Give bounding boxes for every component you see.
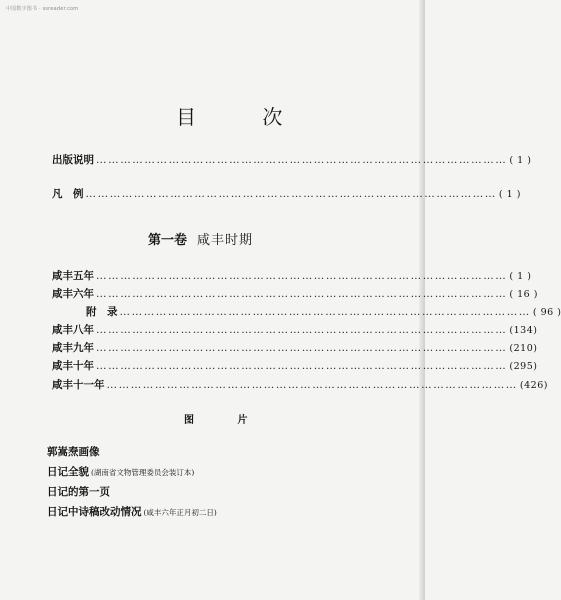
- volume-title: 第一卷: [148, 233, 188, 248]
- toc-entry-label: 咸丰十一年: [52, 379, 105, 391]
- toc-entry-page: ( 1 ): [509, 155, 532, 166]
- picture-label: 日记中诗稿改动情况: [47, 506, 142, 518]
- toc-entry-page: ( 96 ): [532, 307, 561, 318]
- leader-dots: …………………………………………………………………………………………: [96, 324, 508, 336]
- toc-entry-page: ( 1 ): [498, 189, 521, 200]
- picture-label: 日记的第一页: [47, 486, 110, 498]
- picture-note: (湖南省文物管理委员会装订本): [91, 468, 195, 477]
- volume-subtitle: 咸丰时期: [197, 233, 254, 248]
- toc-entry-label: 咸丰六年: [52, 288, 94, 300]
- leader-dots: …………………………………………………………………………………………: [96, 270, 508, 282]
- toc-entry[interactable]: [52, 340, 538, 355]
- volume-heading: [148, 229, 253, 248]
- leader-dots: …………………………………………………………………………………………: [106, 379, 518, 391]
- toc-entry-label: 凡 例: [52, 188, 84, 200]
- toc-entry[interactable]: [52, 377, 548, 392]
- picture-item[interactable]: [47, 464, 194, 479]
- picture-item[interactable]: [47, 504, 217, 519]
- toc-entry-label: 咸丰五年: [52, 270, 94, 282]
- toc-entry-label: 咸丰十年: [52, 360, 94, 372]
- toc-entry-page: ( 1 ): [509, 271, 532, 282]
- toc-entry-page: (426): [519, 380, 548, 391]
- toc-entry[interactable]: [52, 286, 538, 301]
- toc-entry-publication-note[interactable]: [52, 152, 532, 167]
- page-title: 目 次: [176, 105, 313, 129]
- toc-entry-label: 附 录: [86, 306, 118, 318]
- leader-dots: …………………………………………………………………………………………: [96, 342, 508, 354]
- toc-entry-label: 出版说明: [52, 154, 94, 166]
- toc-entry-appendix[interactable]: [86, 304, 561, 319]
- pictures-heading: 图 片: [184, 415, 268, 426]
- leader-dots: …………………………………………………………………………………………: [96, 360, 508, 372]
- toc-entry-label: 咸丰八年: [52, 324, 94, 336]
- picture-item[interactable]: [47, 444, 100, 459]
- scan-edge: [419, 0, 425, 600]
- picture-item[interactable]: [47, 484, 110, 499]
- picture-label: 日记全貌: [47, 466, 89, 478]
- toc-entry-page: (210): [509, 343, 538, 354]
- toc-entry[interactable]: [52, 322, 538, 337]
- toc-entry[interactable]: [52, 268, 532, 283]
- toc-entry-label: 咸丰九年: [52, 342, 94, 354]
- toc-entry-page: (134): [509, 325, 538, 336]
- watermark: 中国数字图书 · ssreader.com: [6, 6, 79, 12]
- leader-dots: …………………………………………………………………………………………: [85, 188, 497, 200]
- toc-entry-page: ( 16 ): [509, 289, 538, 300]
- leader-dots: …………………………………………………………………………………………: [119, 306, 531, 318]
- picture-label: 郭嵩焘画像: [47, 446, 100, 458]
- toc-entry-conventions[interactable]: [52, 186, 521, 201]
- picture-note: (咸丰六年正月初二日): [143, 508, 217, 517]
- toc-entry[interactable]: [52, 358, 538, 373]
- toc-entry-page: (295): [509, 361, 538, 372]
- leader-dots: …………………………………………………………………………………………: [96, 154, 508, 166]
- leader-dots: …………………………………………………………………………………………: [96, 288, 508, 300]
